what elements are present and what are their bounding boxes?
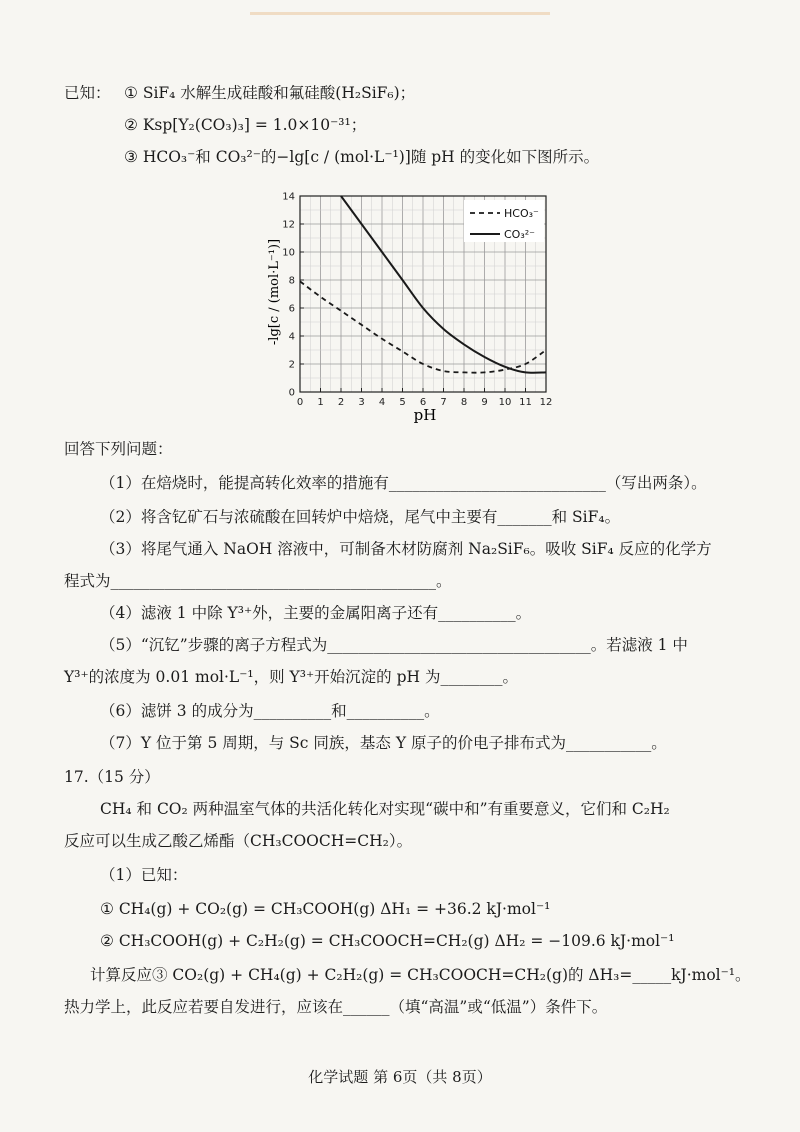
- question-2: （2）将含钇矿石与浓硫酸在回转炉中焙烧，尾气中主要有_______和 SiF₄。: [100, 508, 621, 526]
- x-tick-label: 7: [440, 397, 447, 408]
- question-5-line-1: （5）“沉钇”步骤的离子方程式为__________________________________。若滤液 1 中: [100, 636, 688, 654]
- problem-17-para-line-2: 反应可以生成乙酸乙烯酯（CH₃COOCH=CH₂）。: [64, 832, 413, 850]
- y-tick-label: 12: [282, 219, 295, 231]
- x-tick-label: 0: [296, 397, 304, 408]
- x-axis-label: pH: [413, 406, 437, 424]
- x-tick-label: 1: [317, 397, 324, 408]
- equation-1: ① CH₄(g) + CO₂(g) = CH₃COOH(g) ΔH₁ = +36.2 kJ·mol⁻¹: [100, 900, 551, 918]
- known-item-1: ① SiF₄ 水解生成硅酸和氟硅酸(H₂SiF₆)；: [124, 84, 416, 102]
- question-5-line-2: Y³⁺的浓度为 0.01 mol·L⁻¹，则 Y³⁺开始沉淀的 pH 为________。: [64, 668, 518, 686]
- question-7: （7）Y 位于第 5 周期，与 Sc 同族，基态 Y 原子的价电子排布式为___________。: [100, 734, 667, 752]
- thermo-question: 热力学上，此反应若要自发进行，应该在______（填“高温”或“低温”）条件下。: [64, 998, 608, 1016]
- legend-label: HCO₃⁻: [504, 207, 539, 220]
- y-tick-label: 14: [282, 191, 295, 203]
- question-4: （4）滤液 1 中除 Y³⁺外，主要的金属阳离子还有__________。: [100, 604, 532, 622]
- y-tick-label: 0: [288, 387, 295, 399]
- y-tick-label: 4: [288, 331, 295, 343]
- y-tick-label: 6: [288, 303, 295, 315]
- chart-legend: [464, 200, 544, 242]
- x-tick-label: 12: [539, 397, 553, 408]
- question-3-line-1: （3）将尾气通入 NaOH 溶液中，可制备木材防腐剂 Na₂SiF₆。吸收 SiF₄ 反应的化学方: [100, 540, 712, 558]
- x-tick-label: 2: [337, 397, 345, 408]
- legend-label: CO₃²⁻: [504, 228, 535, 241]
- x-tick-label: 3: [358, 397, 365, 408]
- problem-17-para-line-1: CH₄ 和 CO₂ 两种温室气体的共活化转化对实现“碳中和”有重要意义，它们和 C₂H₂: [100, 800, 670, 818]
- y-tick-label: 10: [282, 247, 295, 259]
- y-tick-label: 8: [288, 275, 295, 287]
- question-1: （1）在焙烧时，能提高转化效率的措施有____________________________（写出两条）。: [100, 474, 707, 492]
- question-6: （6）滤饼 3 的成分为__________和__________。: [100, 702, 440, 720]
- x-tick-label: 10: [498, 397, 512, 408]
- problem-17-header: 17.（15 分）: [64, 768, 160, 786]
- questions-intro: 回答下列问题：: [64, 440, 173, 458]
- problem-17-sub-1: （1）已知：: [100, 866, 188, 884]
- page-footer: 化学试题 第 6页（共 8页）: [308, 1068, 492, 1086]
- y-tick-label: 2: [288, 359, 295, 371]
- x-tick-label: 9: [481, 397, 488, 408]
- question-3-line-2: 程式为__________________________________________。: [64, 572, 452, 590]
- x-tick-label: 5: [399, 397, 406, 408]
- x-tick-label: 4: [378, 397, 386, 408]
- ph-chart: [258, 186, 558, 426]
- calc-reaction-3: 计算反应③ CO₂(g) + CH₄(g) + C₂H₂(g) = CH₃COOCH=CH₂(g)的 ΔH₃=_____kJ·mol⁻¹。: [90, 966, 751, 984]
- known-item-2: ② Ksp[Y₂(CO₃)₃] = 1.0×10⁻³¹；: [124, 116, 367, 134]
- y-axis-label: -lg[c / (mol·L⁻¹)]: [267, 238, 282, 346]
- known-item-3: ③ HCO₃⁻和 CO₃²⁻的−lg[c / (mol·L⁻¹)]随 pH 的变化如下图所示。: [124, 148, 600, 166]
- x-tick-label: 8: [460, 397, 468, 408]
- x-tick-label: 6: [419, 397, 427, 408]
- known-label: 已知：: [64, 84, 111, 102]
- x-tick-label: 11: [519, 397, 532, 408]
- scan-edge-mark: [250, 12, 550, 15]
- equation-2: ② CH₃COOH(g) + C₂H₂(g) = CH₃COOCH=CH₂(g) ΔH₂ = −109.6 kJ·mol⁻¹: [100, 932, 675, 950]
